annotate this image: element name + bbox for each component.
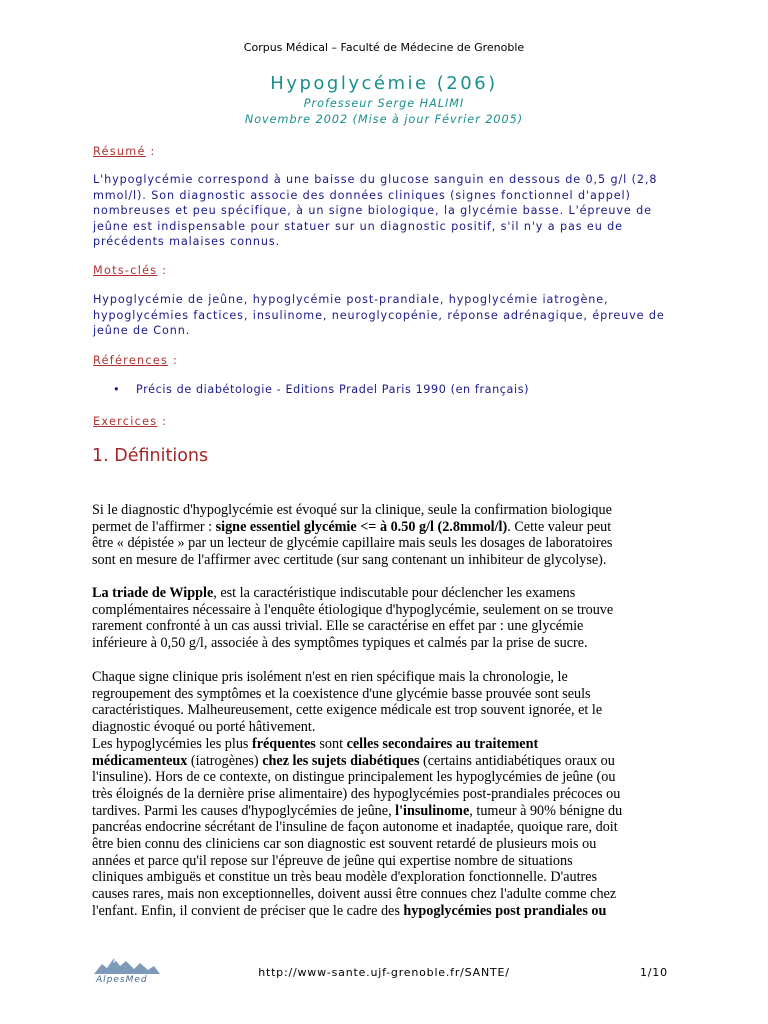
text-line: caractéristiques. Malheureusement, cette exigence médicale est trop souvent ignorée, et le (92, 702, 603, 719)
reference-text: Précis de diabétologie - Editions Pradel Paris 1990 (en français) (136, 383, 530, 396)
text-line: médicamenteux (iatrogènes) chez les sujets diabétiques (certains antidiabétiques oraux ou (92, 752, 615, 769)
references-label: Références : (93, 354, 179, 367)
bold-text: fréquentes (251, 735, 316, 752)
section-heading: 1. Définitions (92, 446, 209, 466)
text-line: très éloignés de la dernière prise alimentaire) des hypoglycémies post-prandiales précoces ou (92, 785, 621, 802)
exercices-label-text: Exercices (93, 415, 158, 428)
text-line: Si le diagnostic d'hypoglycémie est évoqué sur la clinique, seule la confirmation biologique (92, 502, 612, 518)
mots-cles-paragraph (93, 292, 683, 339)
bold-text: l'insulinome (395, 802, 470, 819)
text-line: années et parce qu'il repose sur l'épreuve de jeûne qui expertise nombre de situations (92, 852, 573, 869)
resume-label: Résumé : (93, 145, 156, 158)
bold-text: celles secondaires au traitement (346, 735, 539, 752)
text-line: être bien connu des cliniciens car son diagnostic est souvent retardé de plusieurs mois ou (92, 836, 597, 853)
bold-text: médicamenteux (92, 752, 188, 769)
resume-line: mmol/l). Son diagnostic associe des données cliniques (signes fonctionnel d'appel) (93, 188, 631, 202)
resume-label-text: Résumé (93, 145, 146, 158)
resume-line: nombreuses et peu spécifique, à un signe biologique, la glycémie basse. L'épreuve de (93, 204, 652, 217)
document-author: Professeur Serge HALIMI (303, 97, 465, 110)
text-line: Chaque signe clinique pris isolément n'est en rien spécifique mais la chronologie, le (92, 669, 568, 685)
bold-text: signe essentiel glycémie <= à 0.50 g/l (2.8mmol/l) (215, 518, 508, 535)
bullet-icon: • (113, 383, 121, 396)
resume-line: précédents malaises connus. (93, 235, 281, 248)
text-line: cliniques ambiguës et constitue un très beau modèle d'exploration fonctionnelle. D'autres (92, 869, 598, 886)
mots-cles-line: Hypoglycémie de jeûne, hypoglycémie post-prandiale, hypoglycémie iatrogène, (93, 293, 609, 306)
references-label-text: Références (93, 354, 169, 367)
running-header: Corpus Médical – Faculté de Médecine de Grenoble (243, 41, 525, 54)
reference-item (113, 383, 529, 396)
definition-paragraph-1 (92, 502, 682, 569)
document-date: Novembre 2002 (Mise à jour Février 2005) (244, 113, 524, 126)
text-line: regroupement des symptômes et la coexistence d'une glycémie basse prouvée sont seuls (92, 685, 591, 702)
text-line: être « dépistée » par un lecteur de glycémie capillaire mais seuls les dosages de laboratoires (92, 535, 613, 552)
text-line: causes rares, mais non exceptionnelles, doivent aussi être connues chez l'adulte comme chez (92, 886, 617, 903)
resume-line: L'hypoglycémie correspond à une baisse du glucose sanguin en dessous de 0,5 g/l (2,8 (93, 173, 658, 186)
text-line: inférieure à 0,50 g/l, associée à des symptômes typiques et calmés par la prise de sucre. (92, 635, 588, 652)
definition-paragraph-3 (92, 669, 682, 920)
text-line: Les hypoglycémies les plus fréquentes sont celles secondaires au traitement (92, 735, 539, 752)
text-line: l'insuline). Hors de ce contexte, on distingue principalement les hypoglycémies de jeûne (ou (92, 769, 616, 786)
page-number: 1/10 (640, 966, 668, 979)
text-line: diagnostic évoqué ou porté hâtivement. (92, 719, 316, 736)
mots-cles-label: Mots-clés : (93, 264, 168, 277)
text-line: La triade de Wipple, est la caractéristique indiscutable pour déclencher les examens (92, 585, 576, 601)
bold-text: La triade de Wipple (92, 585, 214, 601)
text-line: rarement confronté à un cas aussi trivial. Elle se caractérise en effet par : une glycémie (92, 618, 584, 635)
text-line: complémentaires nécessaire à l'enquête étiologique d'hypoglycémie, seulement on se trouve (92, 601, 614, 618)
footer-url[interactable]: http://www-sante.ujf-grenoble.fr/SANTE/ (258, 966, 510, 979)
text-line: permet de l'affirmer : signe essentiel glycémie <= à 0.50 g/l (2.8mmol/l). Cette valeur peut (92, 518, 612, 535)
text-line: sont en mesure de l'affirmer avec certitude (sur sang contenant un inhibiteur de glycolyse). (92, 552, 607, 569)
bold-text: hypoglycémies post prandiales ou (403, 902, 607, 919)
exercices-label: Exercices : (93, 415, 168, 428)
resume-line: jeûne est indispensable pour statuer sur un diagnostic positif, s'il n'y a pas eu de (93, 219, 623, 233)
mots-cles-line: jeûne de Conn. (93, 324, 191, 337)
document-title: Hypoglycémie (206) (270, 73, 498, 94)
text-line: tardives. Parmi les causes d'hypoglycémies de jeûne, l'insulinome, tumeur à 90% bénigne du (92, 802, 623, 819)
resume-paragraph (93, 172, 683, 250)
mots-cles-label-text: Mots-clés (93, 264, 158, 277)
text-line: l'enfant. Enfin, il convient de préciser que le cadre des hypoglycémies post prandiales ou (92, 902, 607, 919)
definition-paragraph-2 (92, 585, 682, 652)
bold-text: chez les sujets diabétiques (262, 752, 420, 769)
mots-cles-line: hypoglycémies factices, insulinome, neuroglycopénie, réponse adrénagique, épreuve de (93, 308, 665, 322)
logo-text: AlpesMed (96, 975, 148, 984)
text-line: pancréas endocrine sécrétant de l'insuline de façon autonome et inadaptée, quoique rare, doit (92, 819, 618, 836)
